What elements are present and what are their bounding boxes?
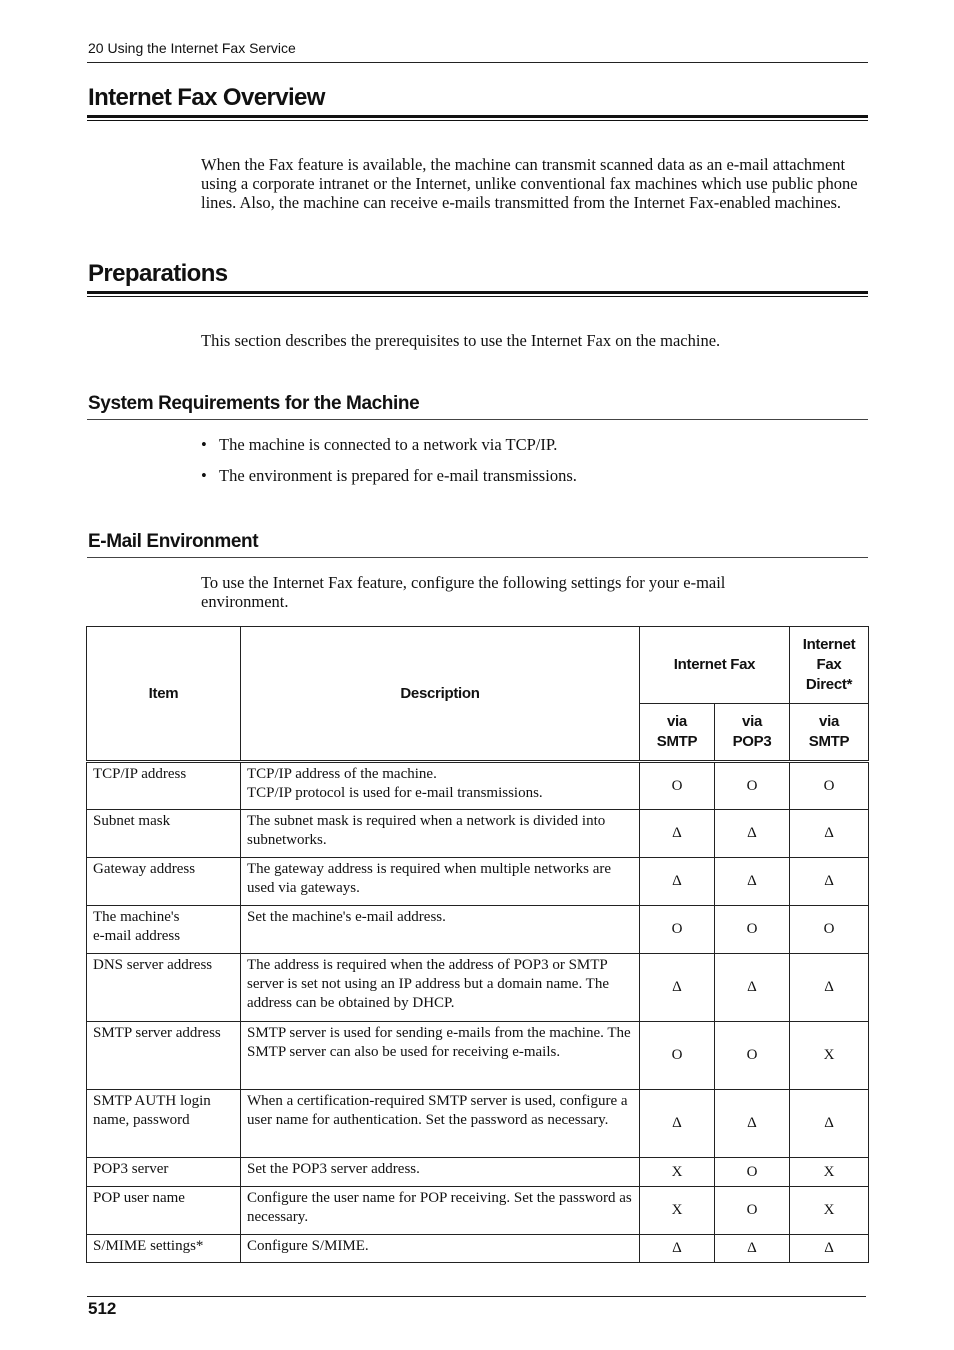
cell-direct-via-smtp: Δ: [790, 858, 869, 906]
cell-item: DNS server address: [87, 954, 241, 1022]
cell-description: Configure S/MIME.: [241, 1235, 640, 1263]
cell-item: TCP/IP address: [87, 762, 241, 810]
cell-description: The address is required when the address of POP3 or SMTP server is set not using an IP address but a domain name. The address can be obtained by DHCP.: [241, 954, 640, 1022]
cell-item: SMTP AUTH login name, password: [87, 1090, 241, 1158]
running-header: 20 Using the Internet Fax Service: [88, 40, 296, 56]
cell-item: SMTP server address: [87, 1022, 241, 1090]
cell-description: When a certification-required SMTP server is used, configure a user name for authentication. Set the password as necessary.: [241, 1090, 640, 1158]
column-header-via-smtp: via SMTP: [640, 704, 715, 762]
cell-via-pop3: Δ: [715, 1090, 790, 1158]
cell-item: POP user name: [87, 1187, 241, 1235]
footer-rule: [87, 1296, 866, 1297]
subheading-rule: [87, 557, 868, 558]
page-number: 512: [88, 1299, 117, 1318]
list-item-text: The machine is connected to a network via TCP/IP.: [219, 435, 558, 454]
cell-direct-via-smtp: Δ: [790, 954, 869, 1022]
cell-direct-via-smtp: Δ: [790, 1090, 869, 1158]
cell-item: Gateway address: [87, 858, 241, 906]
list-item: [201, 465, 577, 496]
cell-item: POP3 server: [87, 1158, 241, 1187]
heading-rule: [87, 115, 868, 121]
cell-item: S/MIME settings*: [87, 1235, 241, 1263]
cell-via-pop3: O: [715, 1187, 790, 1235]
cell-via-pop3: O: [715, 1022, 790, 1090]
cell-description: SMTP server is used for sending e-mails from the machine. The SMTP server can also be used for receiving e-mails.: [241, 1022, 640, 1090]
email-environment-paragraph: To use the Internet Fax feature, configure the following settings for your e-mail environment.: [201, 573, 726, 611]
table-row: [87, 1235, 869, 1263]
bullet-glyph: •: [201, 466, 207, 485]
cell-via-pop3: Δ: [715, 858, 790, 906]
cell-direct-via-smtp: X: [790, 1158, 869, 1187]
cell-via-pop3: Δ: [715, 1235, 790, 1263]
column-header-direct-via-smtp: via SMTP: [790, 704, 869, 762]
requirements-list: [201, 434, 577, 496]
cell-description: The gateway address is required when multiple networks are used via gateways.: [241, 858, 640, 906]
table-row: [87, 858, 869, 906]
cell-direct-via-smtp: Δ: [790, 1235, 869, 1263]
cell-via-smtp: X: [640, 1158, 715, 1187]
cell-via-smtp: Δ: [640, 858, 715, 906]
heading-rule: [87, 291, 868, 297]
column-header-internet-fax: Internet Fax: [640, 627, 790, 704]
cell-via-smtp: Δ: [640, 954, 715, 1022]
table-body: [87, 762, 869, 1263]
column-header-internet-fax-direct: Internet Fax Direct*: [790, 627, 869, 704]
cell-via-pop3: O: [715, 1158, 790, 1187]
cell-item: Subnet mask: [87, 810, 241, 858]
cell-direct-via-smtp: O: [790, 762, 869, 810]
cell-description: TCP/IP address of the machine. TCP/IP protocol is used for e-mail transmissions.: [241, 762, 640, 810]
cell-via-smtp: Δ: [640, 810, 715, 858]
table-header-row: [87, 627, 869, 704]
cell-direct-via-smtp: X: [790, 1187, 869, 1235]
cell-description: The subnet mask is required when a network is divided into subnetworks.: [241, 810, 640, 858]
cell-via-smtp: Δ: [640, 1235, 715, 1263]
subheading-rule: [87, 419, 868, 420]
cell-via-smtp: X: [640, 1187, 715, 1235]
header-rule: [87, 62, 868, 63]
heading-internet-fax-overview: Internet Fax Overview: [88, 84, 325, 111]
list-item-text: The environment is prepared for e-mail transmissions.: [219, 466, 577, 485]
list-item: [201, 434, 577, 465]
cell-via-smtp: O: [640, 762, 715, 810]
email-environment-table: [86, 626, 869, 1263]
table-row: [87, 762, 869, 810]
cell-via-pop3: O: [715, 906, 790, 954]
cell-via-smtp: Δ: [640, 1090, 715, 1158]
cell-description: Set the POP3 server address.: [241, 1158, 640, 1187]
cell-direct-via-smtp: X: [790, 1022, 869, 1090]
heading-preparations: Preparations: [88, 260, 228, 287]
cell-direct-via-smtp: O: [790, 906, 869, 954]
heading-email-environment: E-Mail Environment: [88, 531, 259, 552]
column-header-description: Description: [241, 627, 640, 762]
cell-via-smtp: O: [640, 1022, 715, 1090]
cell-via-smtp: O: [640, 906, 715, 954]
table-row: [87, 1158, 869, 1187]
cell-direct-via-smtp: Δ: [790, 810, 869, 858]
cell-via-pop3: O: [715, 762, 790, 810]
table-row: [87, 906, 869, 954]
table-row: [87, 1090, 869, 1158]
table-row: [87, 1022, 869, 1090]
table-row: [87, 954, 869, 1022]
cell-via-pop3: Δ: [715, 810, 790, 858]
heading-system-requirements: System Requirements for the Machine: [88, 393, 420, 414]
overview-paragraph: When the Fax feature is available, the machine can transmit scanned data as an e-mail attachment using a corporate intranet or the Internet, unlike conventional fax machines which use public phone lines. Also, the machine can receive e-mails transmitted from the Internet Fax-enabled machines.: [201, 155, 858, 212]
table-row: [87, 1187, 869, 1235]
cell-description: Configure the user name for POP receiving. Set the password as necessary.: [241, 1187, 640, 1235]
column-header-item: Item: [87, 627, 241, 762]
preparations-paragraph: This section describes the prerequisites to use the Internet Fax on the machine.: [201, 331, 721, 350]
cell-item: The machine's e-mail address: [87, 906, 241, 954]
column-header-via-pop3: via POP3: [715, 704, 790, 762]
bullet-glyph: •: [201, 435, 207, 454]
cell-description: Set the machine's e-mail address.: [241, 906, 640, 954]
cell-via-pop3: Δ: [715, 954, 790, 1022]
table-row: [87, 810, 869, 858]
